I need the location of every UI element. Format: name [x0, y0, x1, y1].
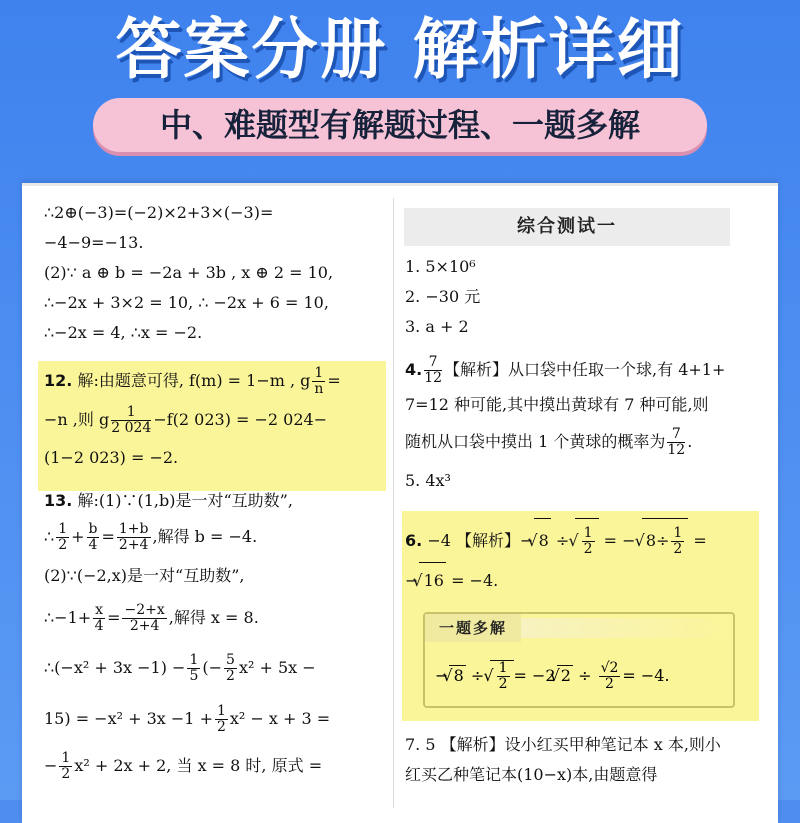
- title-strip: [521, 618, 731, 638]
- multi-solution-line: −√ 8 ÷ √ $\frac{1}{2}$ = −2√ 2 ÷ $\frac{√2}{2}$ = −4.: [435, 660, 670, 692]
- fraction: $\frac{1}{n}$: [314, 365, 324, 397]
- answer7-line2: 红买乙种笔记本(10−x)本,由题意得: [405, 765, 658, 784]
- fraction: $\frac{7}{12}$: [424, 354, 443, 386]
- answer6-line1: 6. −4 【解析】−√ 8 ÷ √ $\frac{1}{2}$ = − √ 8÷ $\frac{1}{2}$ =: [405, 518, 735, 562]
- solution-line: ∴−2x = 4, ∴x = −2.: [44, 323, 203, 342]
- sqrt: √ $\frac{1}{2}$: [490, 660, 513, 692]
- q13-line5: ∴(−x² + 3x −1) − $\frac{1}{5}$ (− $\frac{5}{2}$ x² + 5x −: [44, 652, 316, 684]
- fraction: $\frac{1+b}{2+4}$: [118, 521, 149, 553]
- fraction: $\frac{1}{5}$: [189, 652, 199, 684]
- subtitle-text: 中、难题型有解题过程、一题多解: [159, 106, 640, 144]
- q13-line6: 15) = −x² + 3x −1 + $\frac{1}{2}$ x² − x + 3 =: [44, 703, 331, 735]
- answer4-line2: 7=12 种可能,其中摸出黄球有 7 种可能,则: [405, 395, 709, 414]
- answer-line: 2. −30 元: [405, 287, 481, 306]
- sqrt: √ 8: [534, 518, 550, 563]
- question-number: 12.: [44, 371, 73, 390]
- answer7-line1: 7. 5 【解析】设小红买甲种笔记本 x 本,则小: [405, 735, 721, 754]
- left-column: [44, 198, 389, 788]
- page-title: 答案分册 解析详细: [115, 11, 685, 88]
- answer4-line1: 4. $\frac{7}{12}$ 【解析】从口袋中任取一个球,有 4+1+: [405, 354, 726, 386]
- page-edge: [22, 183, 778, 186]
- fraction: $\frac{1}{2}$: [216, 703, 226, 735]
- sqrt: √ 8÷ $\frac{1}{2}$: [642, 518, 689, 563]
- answer-line: 1. 5×10⁶: [405, 257, 476, 276]
- fraction: $\frac{-2+x}{2+4}$: [124, 602, 165, 634]
- q13-text: 解:(1)∵(1,b)是一对“互助数”,: [77, 491, 293, 510]
- sqrt: √ 8: [449, 665, 465, 685]
- fraction: $\frac{b}{4}$: [88, 521, 98, 553]
- q12-text: 解:由题意可得, f(m) = 1−m , g: [77, 371, 311, 390]
- solution-line: −4−9=−13.: [44, 233, 144, 252]
- answer-line: 3. a + 2: [405, 317, 469, 336]
- solution-line: ∴−2x + 3×2 = 10, ∴ −2x + 6 = 10,: [44, 293, 329, 312]
- column-divider: [393, 198, 394, 808]
- answer4-line3: 随机从口袋中摸出 1 个黄球的概率为 $\frac{7}{12}$ .: [405, 426, 693, 458]
- q12-line1: [44, 362, 389, 400]
- right-column: [405, 252, 735, 598]
- fraction: $\frac{√2}{2}$: [600, 660, 619, 692]
- q12-line2: [44, 400, 389, 440]
- q13-line2: ∴ $\frac{1}{2}$ + $\frac{b}{4}$ = $\frac{1+b}{2+4}$ ,解得 b = −4.: [44, 521, 258, 553]
- answer7: [405, 730, 735, 790]
- q13-line7: − $\frac{1}{2}$ x² + 2x + 2, 当 x = 8 时, 原式 =: [44, 750, 323, 782]
- sqrt: √ 16: [419, 562, 446, 599]
- answer-line: 5. 4x³: [405, 471, 451, 490]
- q12-line3: (1−2 023) = −2.: [44, 448, 179, 467]
- subtitle-banner: [93, 98, 707, 152]
- fraction: $\frac{1}{2 024}$: [111, 404, 152, 436]
- fraction: $\frac{x}{4}$: [94, 602, 104, 634]
- q12-eq: =: [327, 371, 341, 390]
- question-number: 13.: [44, 491, 73, 510]
- fraction: $\frac{1}{2}$: [58, 521, 68, 553]
- sqrt: √ 2: [557, 665, 573, 685]
- section-heading: 综合测试一: [404, 208, 730, 246]
- solution-line: (2)∵ a ⊕ b = −2a + 3b , x ⊕ 2 = 10,: [44, 263, 334, 282]
- q13-line1: [44, 486, 389, 516]
- answer6-line2: −√ 16 = −4.: [405, 562, 735, 598]
- fraction: $\frac{5}{2}$: [226, 652, 235, 684]
- multi-solution-title: 一题多解: [425, 614, 521, 642]
- solution-line: ∴2⊕(−3)=(−2)×2+3×(−3)=: [44, 203, 274, 222]
- q12-text: −n ,则 g: [44, 410, 110, 429]
- q13-line4: ∴−1+ $\frac{x}{4}$ = $\frac{-2+x}{2+4}$ ,解得 x = 8.: [44, 602, 259, 634]
- fraction: $\frac{1}{2}$: [61, 750, 71, 782]
- fraction: $\frac{7}{12}$: [667, 426, 686, 458]
- multi-solution-box: [423, 612, 735, 708]
- sqrt: √ $\frac{1}{2}$: [575, 518, 598, 563]
- q13-line3: (2)∵(−2,x)是一对“互助数”,: [44, 566, 245, 585]
- q12-text: −f(2 023) = −2 024−: [153, 410, 328, 429]
